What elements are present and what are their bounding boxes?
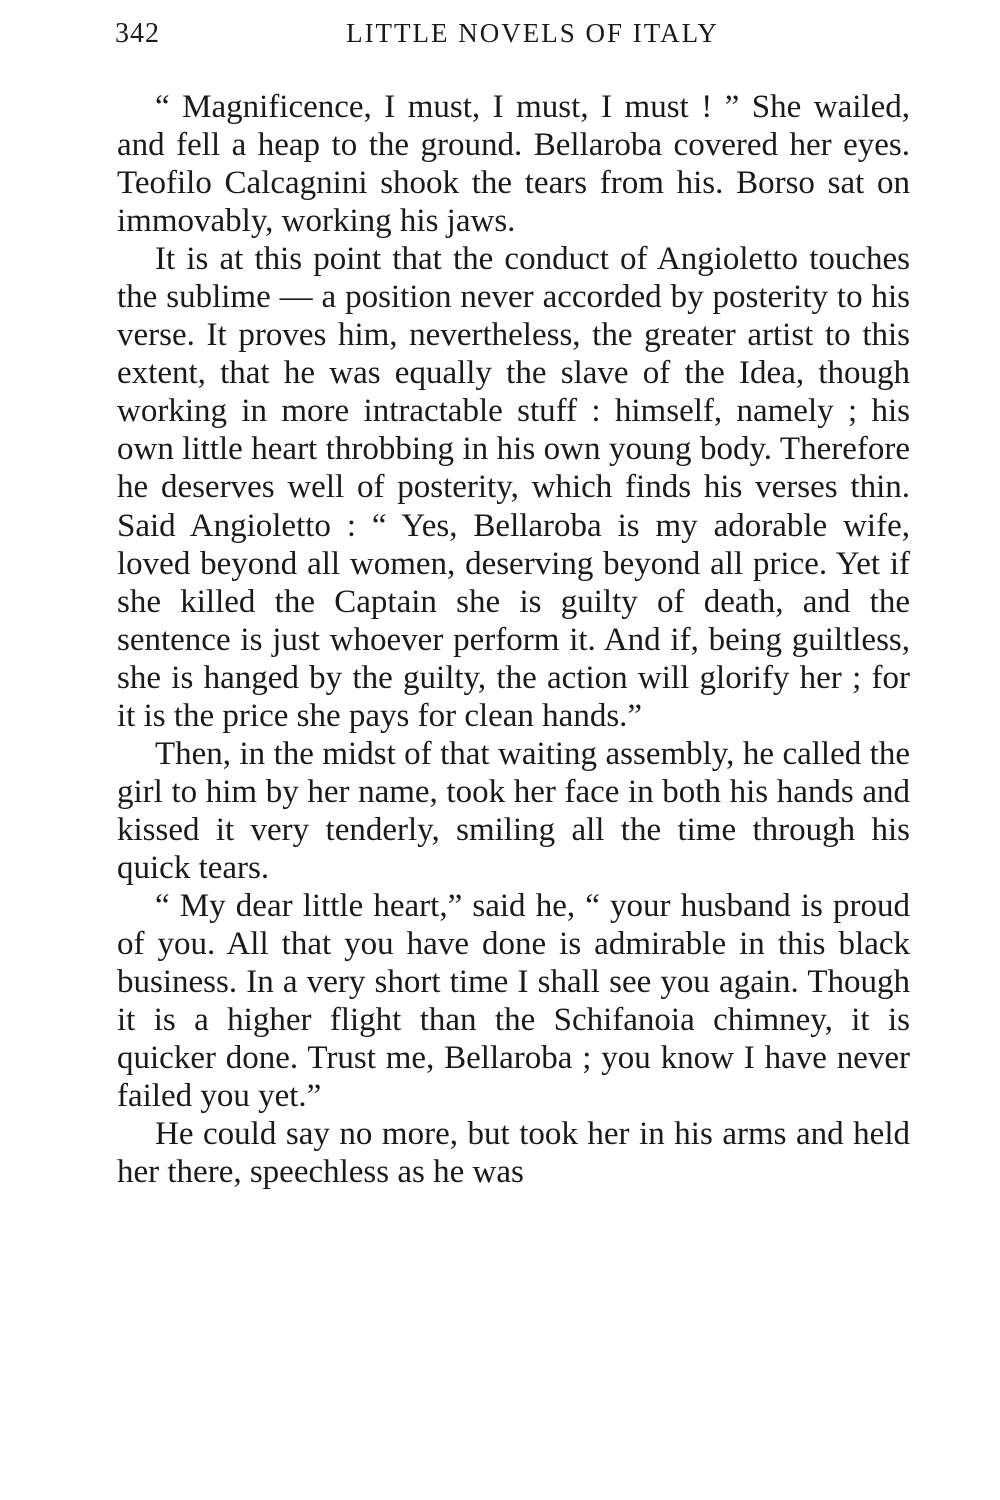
running-title: LITTLE NOVELS OF ITALY xyxy=(346,18,719,48)
paragraph-3: Then, in the midst of that waiting assembly, he called the girl to him by her name, took her face in both his hands and kissed it very tenderly, smiling all the time through his quick tears. xyxy=(117,735,910,886)
body-text xyxy=(117,88,910,1191)
paragraph-5: He could say no more, but took her in his arms and held her there, speechless as he was xyxy=(117,1116,910,1191)
paragraph-1: “ Magnificence, I must, I must, I must ! ” She wailed, and fell a heap to the ground. Bellaroba covered her eyes. Teofilo Calcagnini shook the tears from his. Borso sat on immovably, working his jaws. xyxy=(117,89,910,240)
page-header xyxy=(115,18,910,58)
paragraph-4: “ My dear little heart,” said he, “ your husband is proud of you. All that you have done is admirable in this black business. In a very short time I shall see you again. Though it is a higher flight than the Schifanoia chimney, it is quicker done. Trust me, Bellaroba ; you know I have never failed you yet.” xyxy=(117,887,910,1115)
page-number: 342 xyxy=(115,18,160,49)
paragraph-2: It is at this point that the conduct of Angioletto touches the sublime — a position never accorded by posterity to his verse. It proves him, nevertheless, the greater artist to this extent, that he was equally the slave of the Idea, though working in more intractable stuff : himself, namely ; his own little heart throbbing in his own young body. Therefore he deserves well of posterity, which finds his verses thin. Said Angioletto : “ Yes, Bellaroba is my adorable wife, loved beyond all women, deserving beyond all price. Yet if she killed the Captain she is guilty of death, and the sentence is just whoever perform it. And if, being guiltless, she is hanged by the guilty, the action will glorify her ; for it is the price she pays for clean hands.” xyxy=(117,241,910,734)
